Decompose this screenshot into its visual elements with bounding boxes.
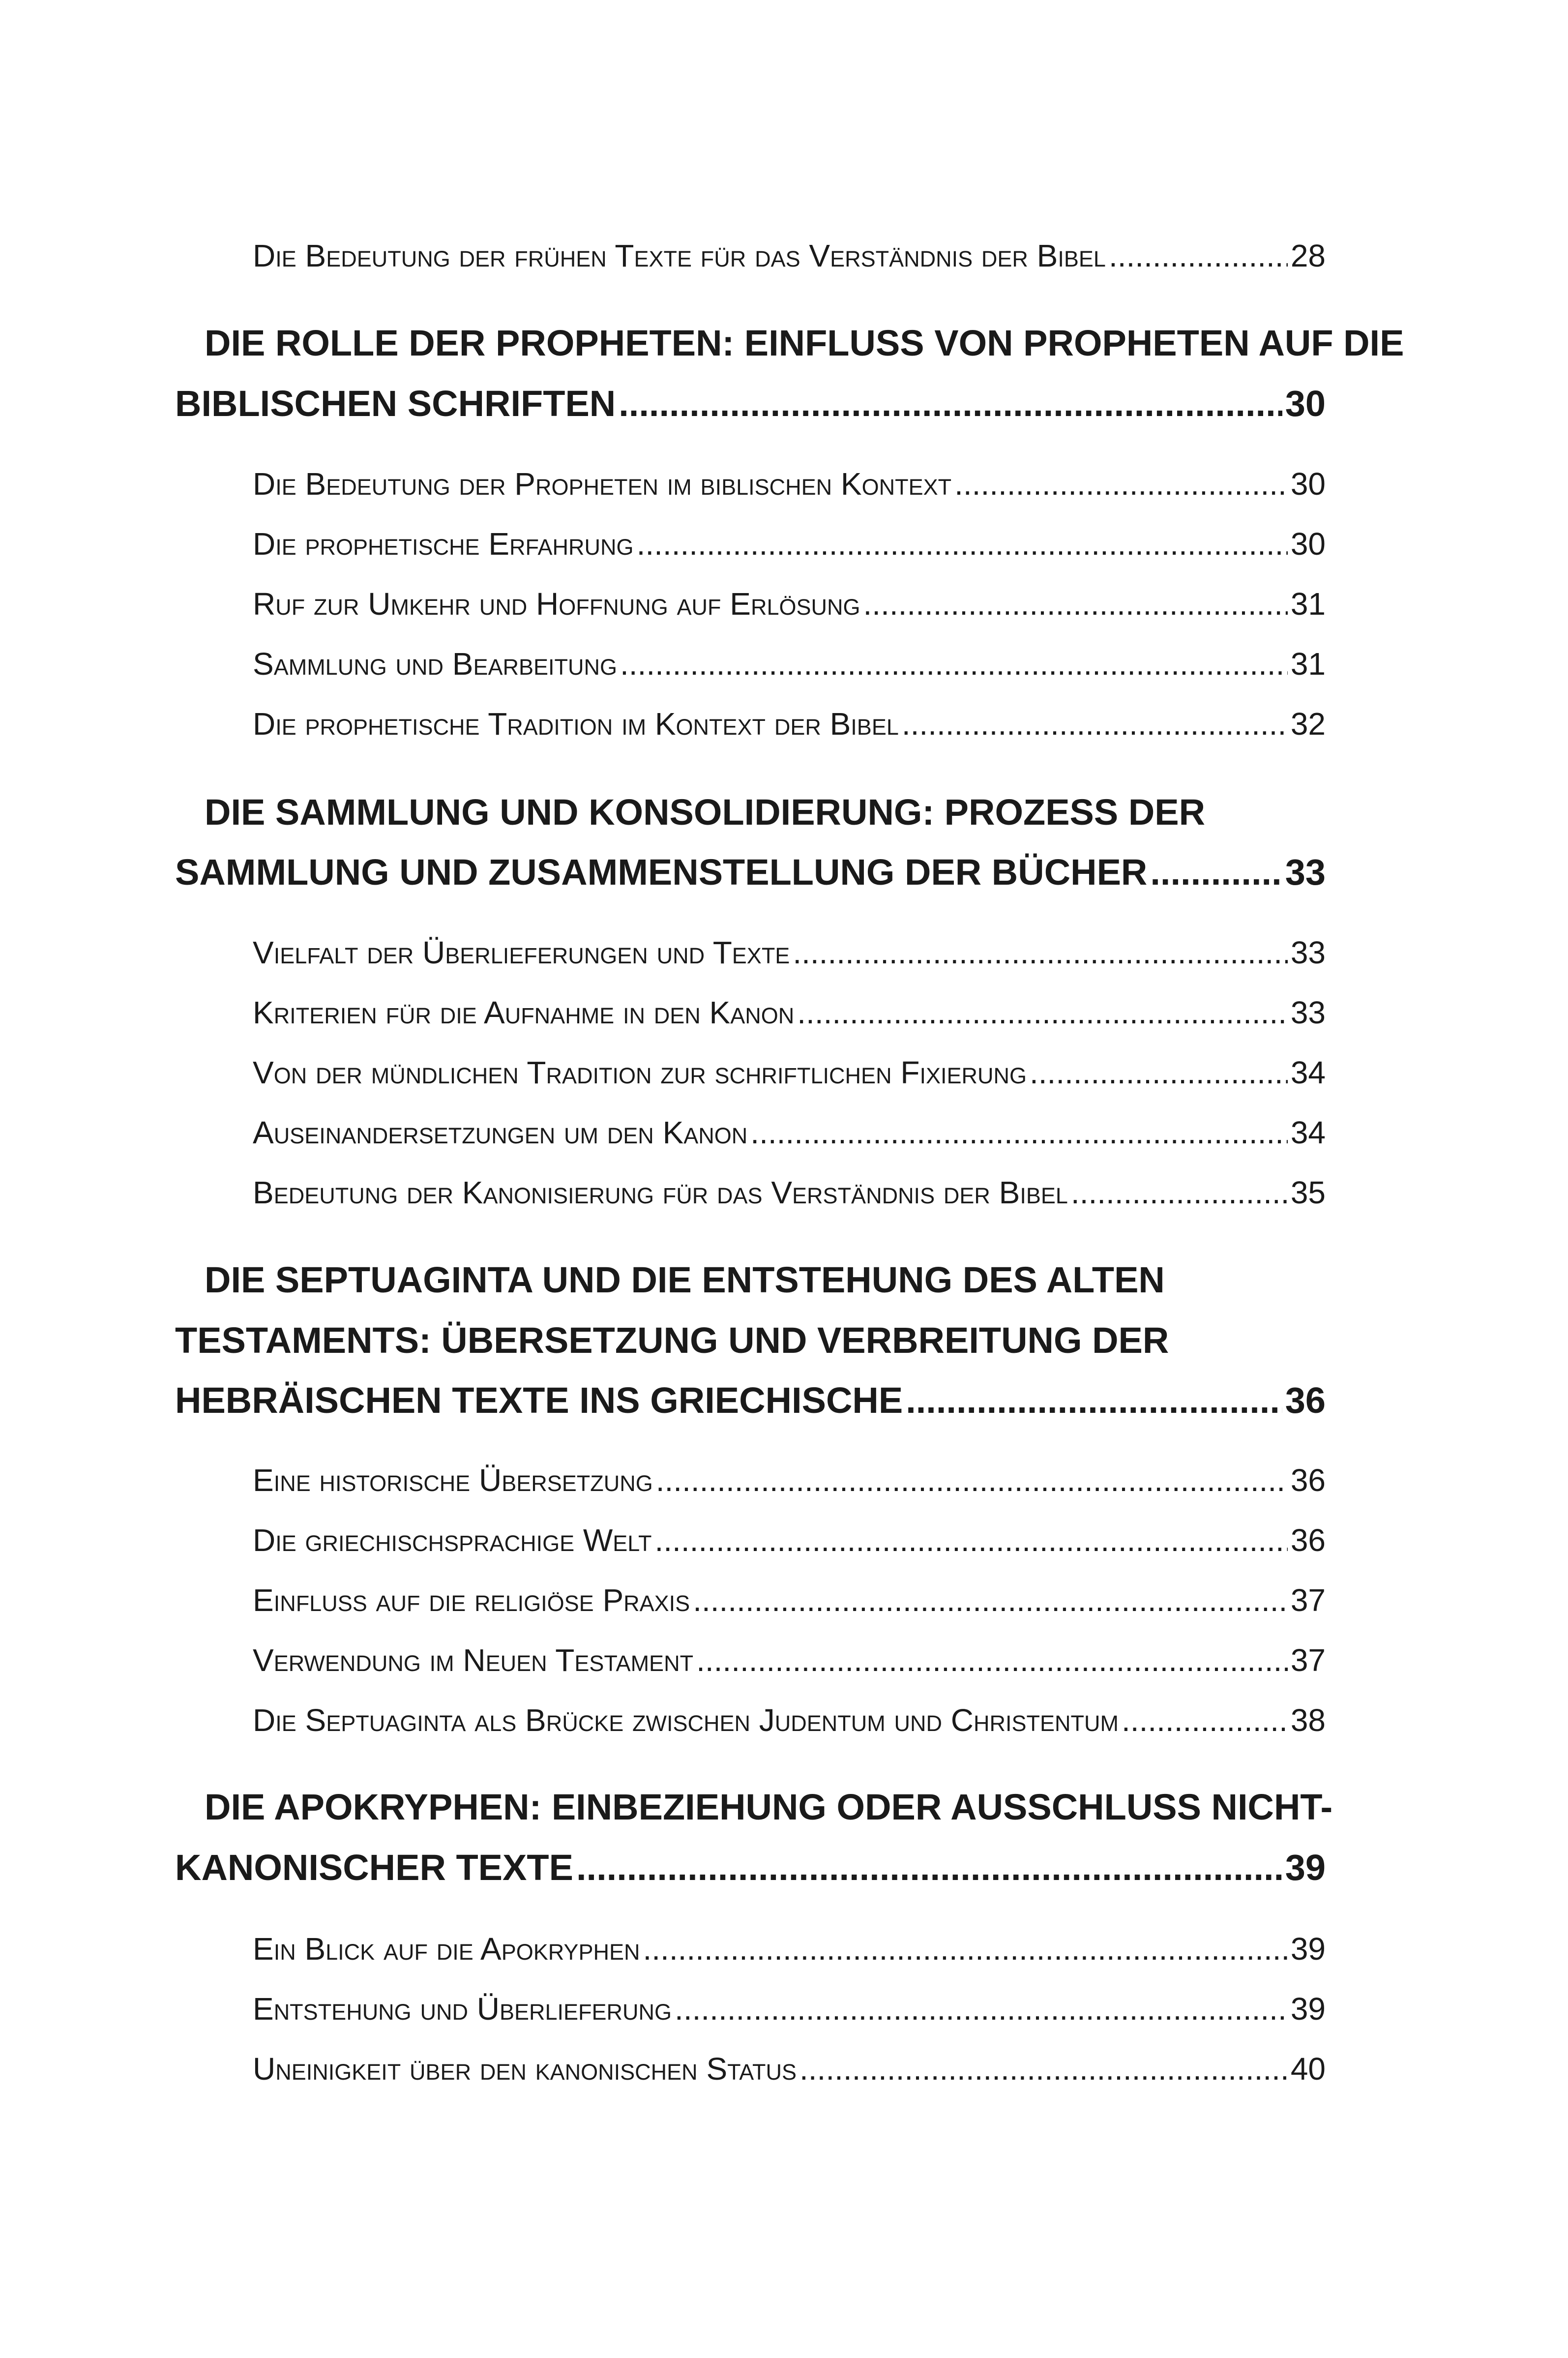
- dot-leader: [656, 1461, 1288, 1500]
- toc-chapter-heading-line[interactable]: DIE SAMMLUNG UND KONSOLIDIERUNG: PROZESS DER: [205, 792, 1206, 833]
- toc-page-number: 30: [1290, 466, 1326, 502]
- toc-entry-title: Uneinigkeit über den kanonischen Status: [253, 2051, 797, 2087]
- toc-page-number: 39: [1285, 1847, 1326, 1888]
- dot-leader: [1030, 1053, 1288, 1092]
- toc-page-number: 33: [1285, 852, 1326, 893]
- toc-page-number: 31: [1290, 646, 1326, 682]
- toc-chapter-kanonischer-texte[interactable]: [175, 1845, 1326, 1890]
- toc-chapter-heading-line[interactable]: DIE APOKRYPHEN: EINBEZIEHUNG ODER AUSSCHLUSS NICHT-: [205, 1787, 1333, 1827]
- dot-leader: [799, 2049, 1288, 2089]
- toc-entry-title: Die prophetische Erfahrung: [253, 526, 634, 562]
- dot-leader: [797, 993, 1288, 1032]
- toc-section-uneinigkeit-ueber-den-kanonischen-status[interactable]: [253, 2049, 1326, 2089]
- dot-leader: [654, 1521, 1287, 1560]
- toc-entry-title: Ein Blick auf die Apokryphen: [253, 1931, 640, 1967]
- dot-leader: [1122, 1701, 1288, 1740]
- toc-page-number: 38: [1290, 1702, 1326, 1738]
- dot-leader: [675, 1989, 1288, 2029]
- toc-chapter-heading-line[interactable]: TESTAMENTS: ÜBERSETZUNG UND VERBREITUNG DER: [175, 1320, 1169, 1361]
- toc-entry-title: Kriterien für die Aufnahme in den Kanon: [253, 995, 795, 1030]
- toc-section-sammlung-und-bearbeitung[interactable]: [253, 644, 1326, 684]
- toc-section-kriterien-fuer-die-aufnahme-in-den-kanon[interactable]: [253, 993, 1326, 1032]
- toc-page-number: 34: [1290, 1055, 1326, 1090]
- dot-leader: [619, 381, 1282, 426]
- toc-page-number: 35: [1290, 1175, 1326, 1210]
- toc-page-number: 30: [1290, 526, 1326, 562]
- toc-entry-title: Einfluss auf die religiöse Praxis: [253, 1582, 690, 1618]
- toc-page-number: 40: [1290, 2051, 1326, 2087]
- toc-section-einfluss-auf-die-religioese-praxis[interactable]: [253, 1581, 1326, 1620]
- dot-leader: [643, 1929, 1287, 1969]
- toc-section-die-septuaginta-als-bruecke-zwischen-jud[interactable]: [253, 1701, 1326, 1740]
- dot-leader: [637, 524, 1288, 564]
- toc-page-number: 30: [1285, 383, 1326, 424]
- dot-leader: [902, 704, 1288, 744]
- dot-leader: [906, 1378, 1282, 1423]
- toc-entry-title: Verwendung im Neuen Testament: [253, 1642, 694, 1678]
- toc-entry-title: Die griechischsprachige Welt: [253, 1522, 652, 1558]
- toc-page-number: 31: [1290, 586, 1326, 622]
- toc-section-bedeutung-der-kanonisierung-fuer-das-ver[interactable]: [253, 1173, 1326, 1212]
- toc-entry-title: Sammlung und Bearbeitung: [253, 646, 617, 682]
- dot-leader: [954, 464, 1288, 504]
- toc-entry-title: Ruf zur Umkehr und Hoffnung auf Erlösung: [253, 586, 860, 622]
- toc-entry-title: Die prophetische Tradition im Kontext der Bibel: [253, 706, 899, 742]
- toc-page-number: 37: [1290, 1582, 1326, 1618]
- toc-page-number: 33: [1290, 995, 1326, 1030]
- dot-leader: [696, 1641, 1288, 1680]
- toc-entry-title: Auseinandersetzungen um den Kanon: [253, 1115, 748, 1150]
- toc-section-die-prophetische-tradition-im-kontext-de[interactable]: [253, 704, 1326, 744]
- toc-section-entstehung-und-ueberlieferung[interactable]: [253, 1989, 1326, 2029]
- toc-page-number: 33: [1290, 935, 1326, 970]
- toc-entry-title: Bedeutung der Kanonisierung für das Verständnis der Bibel: [253, 1175, 1068, 1210]
- dot-leader: [1150, 850, 1282, 895]
- toc-section-auseinandersetzungen-um-den-kanon[interactable]: [253, 1113, 1326, 1152]
- toc-entry-title: Die Bedeutung der Propheten im biblischen Kontext: [253, 466, 952, 502]
- dot-leader: [620, 644, 1288, 684]
- toc-chapter-heading-line[interactable]: DIE SEPTUAGINTA UND DIE ENTSTEHUNG DES ALTEN: [205, 1259, 1165, 1300]
- toc-page-number: 28: [1290, 238, 1326, 273]
- toc-page-number: 39: [1290, 1991, 1326, 2027]
- toc-section-verwendung-im-neuen-testament[interactable]: [253, 1641, 1326, 1680]
- toc-section-ruf-zur-umkehr-und-hoffnung-auf-erloesun[interactable]: [253, 584, 1326, 624]
- toc-chapter-hebraeischen-texte-ins-griechische[interactable]: [175, 1378, 1326, 1423]
- toc-entry-title: Die Bedeutung der frühen Texte für das Verständnis der Bibel: [253, 238, 1106, 273]
- toc-chapter-biblischen-schriften[interactable]: [175, 381, 1326, 426]
- toc-chapter-heading-line[interactable]: DIE ROLLE DER PROPHETEN: EINFLUSS VON PROPHETEN AUF DIE: [205, 323, 1404, 363]
- toc-page-number: 34: [1290, 1115, 1326, 1150]
- dot-leader: [693, 1581, 1288, 1620]
- toc-page-number: 39: [1290, 1931, 1326, 1967]
- toc-chapter-sammlung-und-zusammenstellung-der-bueche[interactable]: [175, 850, 1326, 895]
- toc-page-number: 37: [1290, 1642, 1326, 1678]
- toc-entry-title: Entstehung und Überlieferung: [253, 1991, 672, 2027]
- dot-leader: [1071, 1173, 1288, 1212]
- toc-page-number: 36: [1285, 1380, 1326, 1421]
- toc-entry-title: Von der mündlichen Tradition zur schriftlichen Fixierung: [253, 1055, 1027, 1090]
- toc-page-number: 32: [1290, 706, 1326, 742]
- toc-section-die-prophetische-erfahrung[interactable]: [253, 524, 1326, 564]
- dot-leader: [793, 933, 1287, 972]
- toc-section-vielfalt-der-ueberlieferungen-und-texte[interactable]: [253, 933, 1326, 972]
- toc-section-ein-blick-auf-die-apokryphen[interactable]: [253, 1929, 1326, 1969]
- toc-entry-title: BIBLISCHEN SCHRIFTEN: [175, 383, 616, 424]
- toc-page-number: 36: [1290, 1522, 1326, 1558]
- toc-entry-title: KANONISCHER TEXTE: [175, 1847, 573, 1888]
- toc-entry-title: SAMMLUNG UND ZUSAMMENSTELLUNG DER BÜCHER: [175, 852, 1148, 893]
- dot-leader: [750, 1113, 1288, 1152]
- toc-entry-title: Die Septuaginta als Brücke zwischen Judentum und Christentum: [253, 1702, 1119, 1738]
- toc-section-von-der-muendlichen-tradition-zur-schrif[interactable]: [253, 1053, 1326, 1092]
- toc-entry-title: Vielfalt der Überlieferungen und Texte: [253, 935, 790, 970]
- toc-section-die-bedeutung-der-fruehen-texte-fuer-das[interactable]: [253, 236, 1326, 275]
- toc-entry-title: HEBRÄISCHEN TEXTE INS GRIECHISCHE: [175, 1380, 903, 1421]
- toc-entry-title: Eine historische Übersetzung: [253, 1463, 653, 1498]
- toc-section-die-griechischsprachige-welt[interactable]: [253, 1521, 1326, 1560]
- toc-section-die-bedeutung-der-propheten-im-biblische[interactable]: [253, 464, 1326, 504]
- toc-page-number: 36: [1290, 1463, 1326, 1498]
- dot-leader: [1109, 236, 1288, 275]
- dot-leader: [576, 1845, 1282, 1890]
- toc-section-eine-historische-uebersetzung[interactable]: [253, 1461, 1326, 1500]
- dot-leader: [863, 584, 1288, 624]
